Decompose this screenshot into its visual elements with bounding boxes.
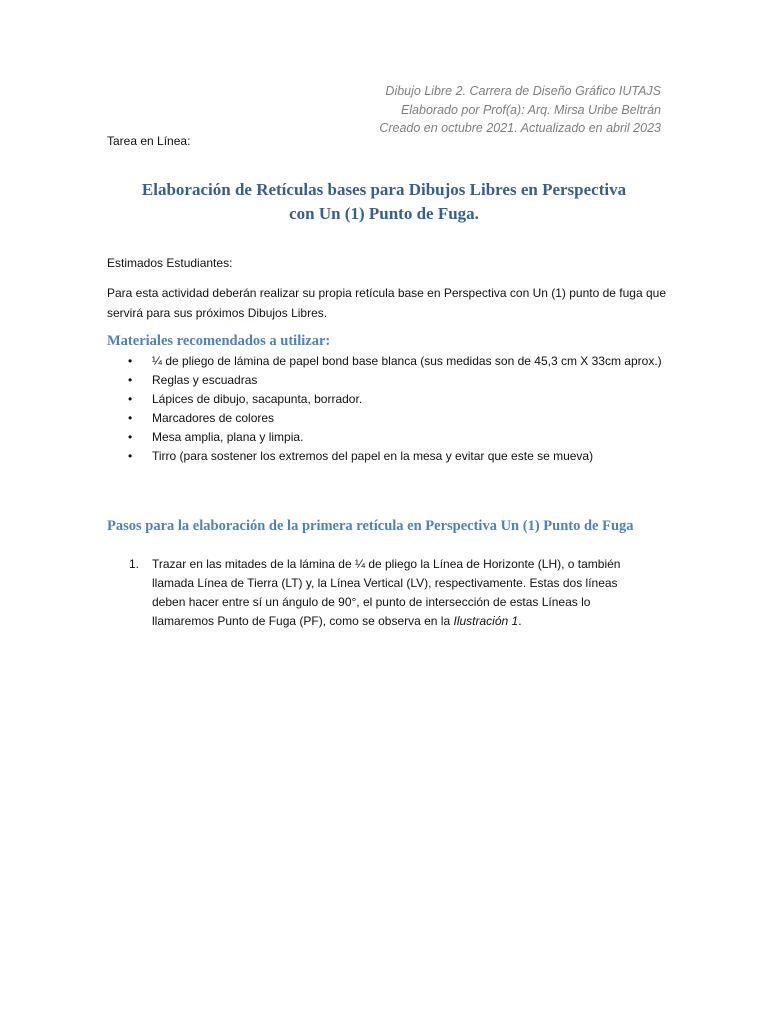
bullet-icon: • (128, 354, 133, 368)
document-title-line-1: Elaboración de Retículas bases para Dibujos Libres en Perspectiva (141, 180, 627, 199)
steps-heading: Pasos para la elaboración de la primera retícula en Perspectiva Un (1) Punto de Fuga (107, 518, 634, 534)
step-text-end: . (518, 614, 522, 628)
material-item-text: Reglas y escuadras (152, 373, 258, 387)
list-item (107, 371, 667, 390)
material-item-text: Mesa amplia, plana y limpia. (152, 430, 304, 444)
bullet-icon: • (128, 373, 133, 387)
bullet-icon: • (128, 392, 133, 406)
intro-paragraph: Para esta actividad deberán realizar su propia retícula base en Perspectiva con Un (1) punto de fuga que servirá para sus próximos Dibujos Libres. (107, 286, 667, 320)
bullet-icon: • (128, 430, 133, 444)
material-item-text: ¼ de pliego de lámina de papel bond base blanca (sus medidas son de 45,3 cm X 33cm aprox.) (152, 354, 662, 368)
document-header-meta (379, 82, 661, 138)
illustration-reference: Ilustración 1 (453, 614, 519, 628)
list-item (107, 447, 667, 466)
material-item-text: Tirro (para sostener los extremos del papel en la mesa y evitar que este se mueva) (152, 449, 594, 463)
document-title-line-2: con Un (1) Punto de Fuga. (289, 204, 479, 223)
list-item (107, 390, 667, 409)
bullet-icon: • (128, 411, 133, 425)
materials-heading: Materiales recomendados a utilizar: (107, 333, 331, 349)
list-item (107, 428, 667, 447)
material-item-text: Lápices de dibujo, sacapunta, borrador. (152, 392, 363, 406)
material-item-text: Marcadores de colores (152, 411, 275, 425)
list-item (107, 555, 667, 631)
list-item (107, 409, 667, 428)
step-text: Trazar en las mitades de la lámina de ¼ de pliego la Línea de Horizonte (LH), o también llamada Línea de Tierra (LT) y, la Línea Vertical (LV), respectivamente. Estas dos líneas deben hacer entre sí un ángulo de 90°, el punto de intersección de estas Líneas lo llamaremos Punto de Fuga (PF), como se observa en la (152, 557, 621, 628)
materials-list (107, 352, 667, 466)
header-dates-line: Creado en octubre 2021. Actualizado en abril 2023 (379, 121, 661, 135)
greeting: Estimados Estudiantes: (107, 256, 233, 270)
step-number: 1. (129, 557, 140, 571)
bullet-icon: • (128, 449, 133, 463)
list-item (107, 352, 667, 371)
document-title (107, 178, 661, 226)
header-author-line: Elaborado por Prof(a): Arq. Mirsa Uribe Beltrán (400, 102, 661, 117)
steps-list (107, 555, 667, 631)
header-course-line: Dibujo Libre 2. Carrera de Diseño Gráfico IUTAJS (385, 84, 661, 98)
task-label: Tarea en Línea: (107, 134, 191, 148)
